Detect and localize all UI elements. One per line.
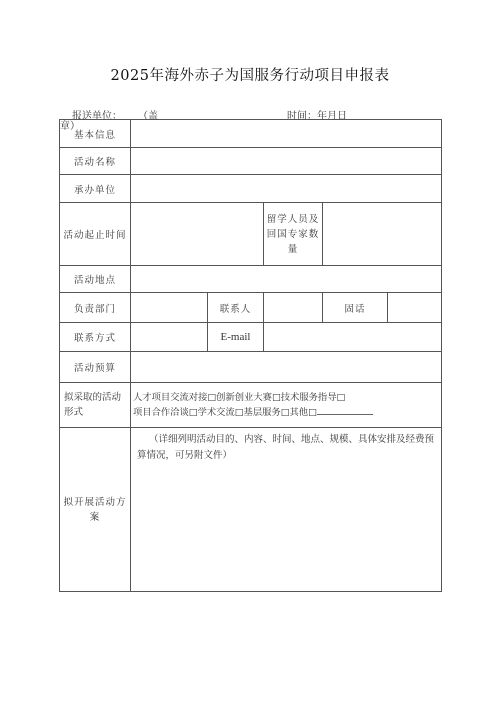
email-label: E-mail bbox=[208, 323, 264, 352]
contact-person-label: 联系人 bbox=[208, 293, 264, 323]
forms-line-2: 项目合作洽谈□学术交流□基层服务□其他□ bbox=[133, 405, 441, 420]
forms-label: 拟采取的活动形式 bbox=[60, 383, 131, 428]
plan-field[interactable]: （详细列明活动目的、内容、时间、地点、规模、具体安排及经费预算情况，可另附文件） bbox=[131, 428, 442, 592]
page-title: 2025年海外赤子为国服务行动项目申报表 bbox=[110, 68, 390, 84]
basic-info-label: 基本信息 bbox=[60, 120, 131, 148]
contact-person-field[interactable] bbox=[264, 293, 323, 323]
activity-period-label: 活动起止时间 bbox=[60, 203, 131, 266]
activity-name-label: 活动名称 bbox=[60, 148, 131, 175]
participants-field[interactable] bbox=[323, 203, 442, 266]
forms-options[interactable] bbox=[131, 383, 442, 428]
participants-label: 留学人员及回国专家数量 bbox=[264, 203, 323, 266]
dept-field[interactable] bbox=[131, 293, 208, 323]
host-unit-label: 承办单位 bbox=[60, 175, 131, 203]
activity-period-field[interactable] bbox=[131, 203, 264, 266]
activity-name-field[interactable] bbox=[131, 148, 442, 175]
row-activity-place bbox=[60, 266, 442, 293]
activity-place-label: 活动地点 bbox=[60, 266, 131, 293]
other-fill-line[interactable] bbox=[317, 406, 373, 415]
row-basic-info bbox=[60, 120, 442, 148]
budget-label: 活动预算 bbox=[60, 352, 131, 383]
row-activity-period bbox=[60, 203, 442, 266]
submitting-unit-label: 报送单位： bbox=[72, 111, 122, 122]
row-activity-name bbox=[60, 148, 442, 175]
contact-method-label: 联系方式 bbox=[60, 323, 131, 352]
seal-note-open: （盖 bbox=[138, 111, 158, 122]
budget-field[interactable] bbox=[131, 352, 442, 383]
row-host-unit bbox=[60, 175, 442, 203]
plan-label: 拟开展活动方案 bbox=[60, 428, 131, 592]
contact-method-field[interactable] bbox=[131, 323, 208, 352]
email-field[interactable] bbox=[264, 323, 442, 352]
row-activity-forms bbox=[60, 383, 442, 428]
activity-place-field[interactable] bbox=[131, 266, 442, 293]
row-department bbox=[60, 293, 442, 323]
dept-label: 负责部门 bbox=[60, 293, 131, 323]
application-form bbox=[59, 119, 442, 592]
basic-info-field[interactable] bbox=[131, 120, 442, 148]
phone-label: 固话 bbox=[323, 293, 388, 323]
row-contact-method bbox=[60, 323, 442, 352]
forms-line-1: 人才项目交流对接□创新创业大赛□技术服务指导□ bbox=[133, 392, 346, 403]
row-activity-plan bbox=[60, 428, 442, 592]
host-unit-field[interactable] bbox=[131, 175, 442, 203]
submission-time: 时间：年月日 bbox=[287, 111, 347, 122]
phone-field[interactable] bbox=[388, 293, 442, 323]
seal-note-close: 章） bbox=[60, 121, 80, 132]
row-budget bbox=[60, 352, 442, 383]
